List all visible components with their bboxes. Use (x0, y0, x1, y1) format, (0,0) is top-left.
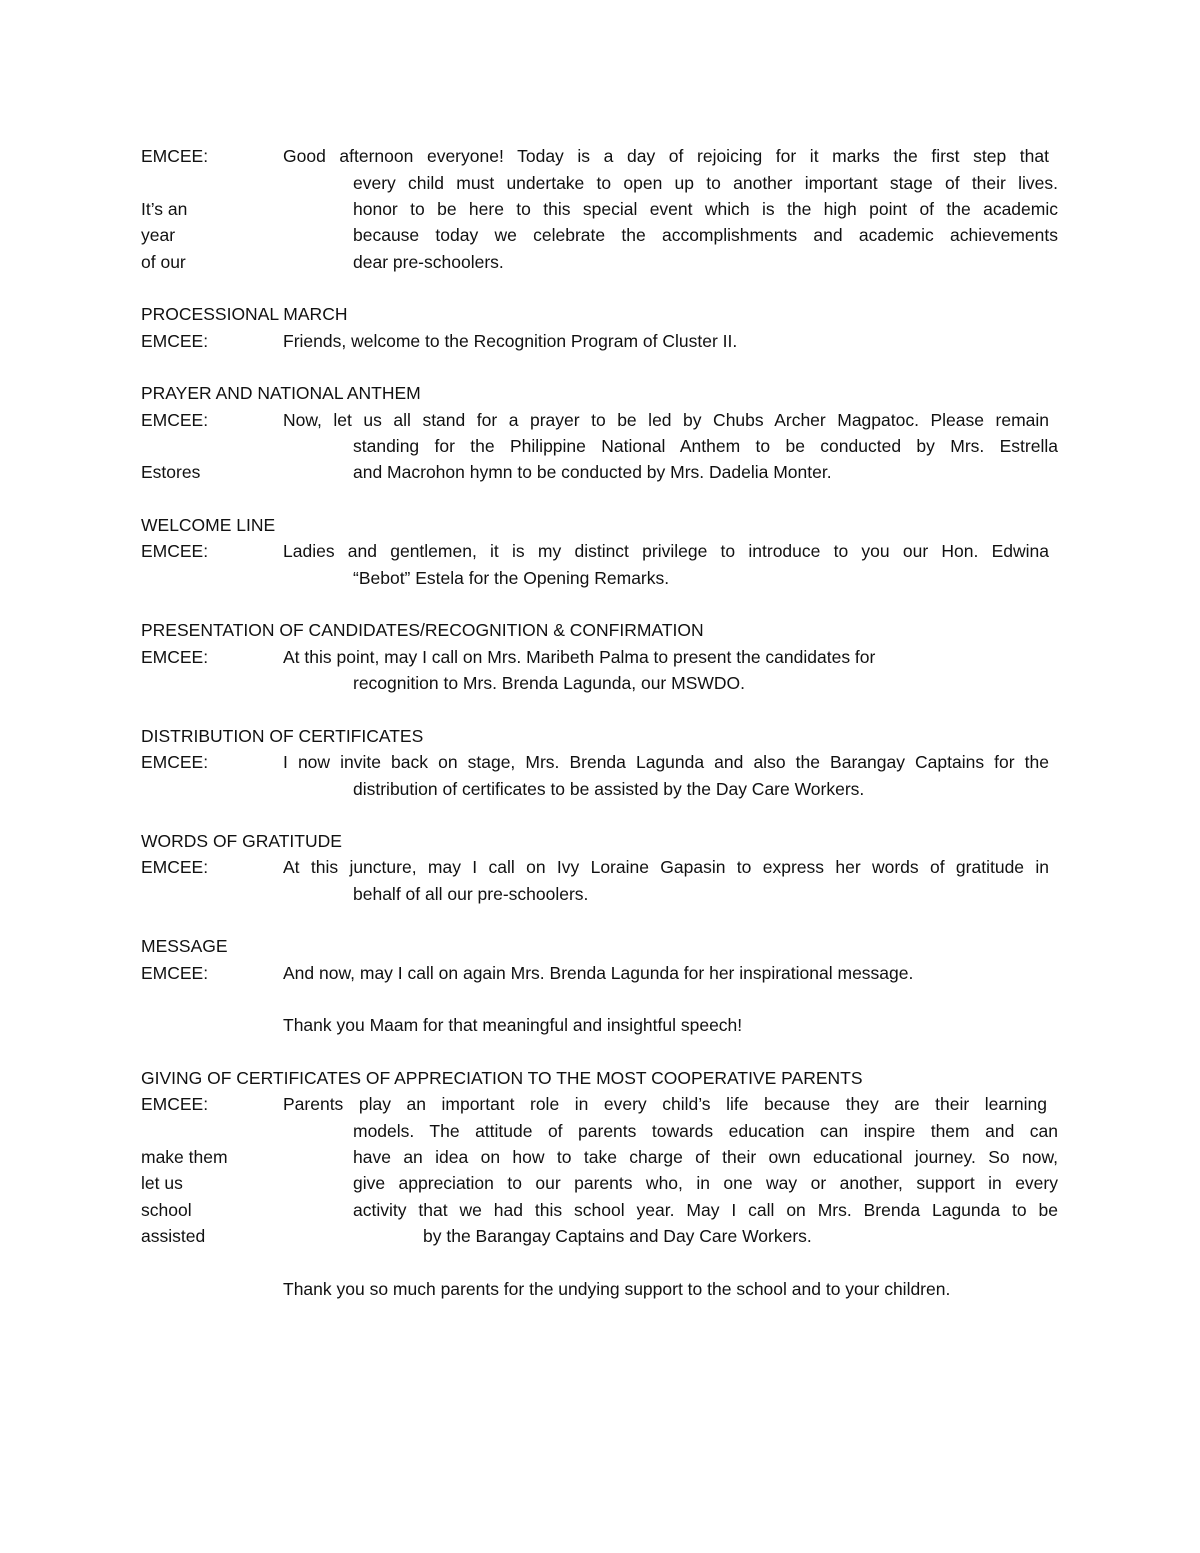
processional-line-1: Friends, welcome to the Recognition Program of Cluster II. (283, 331, 738, 351)
presentation-line-1: At this point, may I call on Mrs. Maribeth Palma to present the candidates for (283, 647, 876, 667)
emcee-label: EMCEE: (141, 146, 209, 166)
presentation-heading: PRESENTATION OF CANDIDATES/RECOGNITION & CONFIRMATION (141, 620, 704, 640)
gratitude-heading: WORDS OF GRATITUDE (141, 831, 342, 851)
emcee-label: EMCEE: (141, 752, 209, 772)
gratitude-line-2: behalf of all our pre-schoolers. (353, 884, 589, 904)
appreciation-line-1: Parents play an important role in every child’s life because they are their learning (283, 1094, 1047, 1114)
emcee-label: EMCEE: (141, 331, 209, 351)
opening-line-2: every child must undertake to open up to another important stage of their lives. (353, 173, 1058, 193)
appreciation-margin-3: make them (141, 1147, 228, 1167)
welcome-heading: WELCOME LINE (141, 515, 276, 535)
gratitude-line-1: At this juncture, may I call on Ivy Loraine Gapasin to express her words of gratitude in (283, 857, 1049, 877)
appreciation-line-4: give appreciation to our parents who, in one way or another, support in every (353, 1173, 1058, 1193)
message-line-1: And now, may I call on again Mrs. Brenda Lagunda for her inspirational message. (283, 963, 914, 983)
emcee-label: EMCEE: (141, 410, 209, 430)
presentation-line-2: recognition to Mrs. Brenda Lagunda, our MSWDO. (353, 673, 745, 693)
opening-line-3: honor to be here to this special event which is the high point of the academic (353, 199, 1058, 219)
appreciation-line-3: have an idea on how to take charge of their own educational journey. So now, (353, 1147, 1058, 1167)
message-thanks: Thank you Maam for that meaningful and insightful speech! (283, 1015, 743, 1035)
emcee-label: EMCEE: (141, 647, 209, 667)
appreciation-thanks: Thank you so much parents for the undying support to the school and to your children. (283, 1279, 951, 1299)
prayer-line-3: and Macrohon hymn to be conducted by Mrs. Dadelia Monter. (353, 462, 832, 482)
opening-margin-3: It’s an (141, 199, 188, 219)
emcee-label: EMCEE: (141, 1094, 209, 1114)
emcee-label: EMCEE: (141, 857, 209, 877)
emcee-label: EMCEE: (141, 963, 209, 983)
processional-heading: PROCESSIONAL MARCH (141, 304, 348, 324)
emcee-label: EMCEE: (141, 541, 209, 561)
appreciation-heading: GIVING OF CERTIFICATES OF APPRECIATION TO THE MOST COOPERATIVE PARENTS (141, 1068, 863, 1088)
appreciation-line-2: models. The attitude of parents towards education can inspire them and can (353, 1121, 1058, 1141)
message-heading: MESSAGE (141, 936, 228, 956)
distribution-heading: DISTRIBUTION OF CERTIFICATES (141, 726, 424, 746)
welcome-line-2: “Bebot” Estela for the Opening Remarks. (353, 568, 670, 588)
opening-line-5: dear pre-schoolers. (353, 252, 504, 272)
appreciation-line-6: by the Barangay Captains and Day Care Workers. (423, 1226, 812, 1246)
opening-line-1: Good afternoon everyone! Today is a day of rejoicing for it marks the first step that (283, 146, 1049, 166)
prayer-line-1: Now, let us all stand for a prayer to be led by Chubs Archer Magpatoc. Please remain (283, 410, 1049, 430)
opening-line-4: because today we celebrate the accomplishments and academic achievements (353, 225, 1058, 245)
appreciation-line-5: activity that we had this school year. May I call on Mrs. Brenda Lagunda to be (353, 1200, 1058, 1220)
prayer-margin-3: Estores (141, 462, 201, 482)
welcome-line-1: Ladies and gentlemen, it is my distinct privilege to introduce to you our Hon. Edwina (283, 541, 1049, 561)
opening-margin-5: of our (141, 252, 186, 272)
appreciation-margin-5: school (141, 1200, 192, 1220)
distribution-line-2: distribution of certificates to be assisted by the Day Care Workers. (353, 779, 865, 799)
appreciation-margin-6: assisted (141, 1226, 206, 1246)
prayer-heading: PRAYER AND NATIONAL ANTHEM (141, 383, 421, 403)
distribution-line-1: I now invite back on stage, Mrs. Brenda Lagunda and also the Barangay Captains for the (283, 752, 1049, 772)
opening-margin-4: year (141, 225, 176, 245)
prayer-line-2: standing for the Philippine National Anthem to be conducted by Mrs. Estrella (353, 436, 1058, 456)
appreciation-margin-4: let us (141, 1173, 183, 1193)
